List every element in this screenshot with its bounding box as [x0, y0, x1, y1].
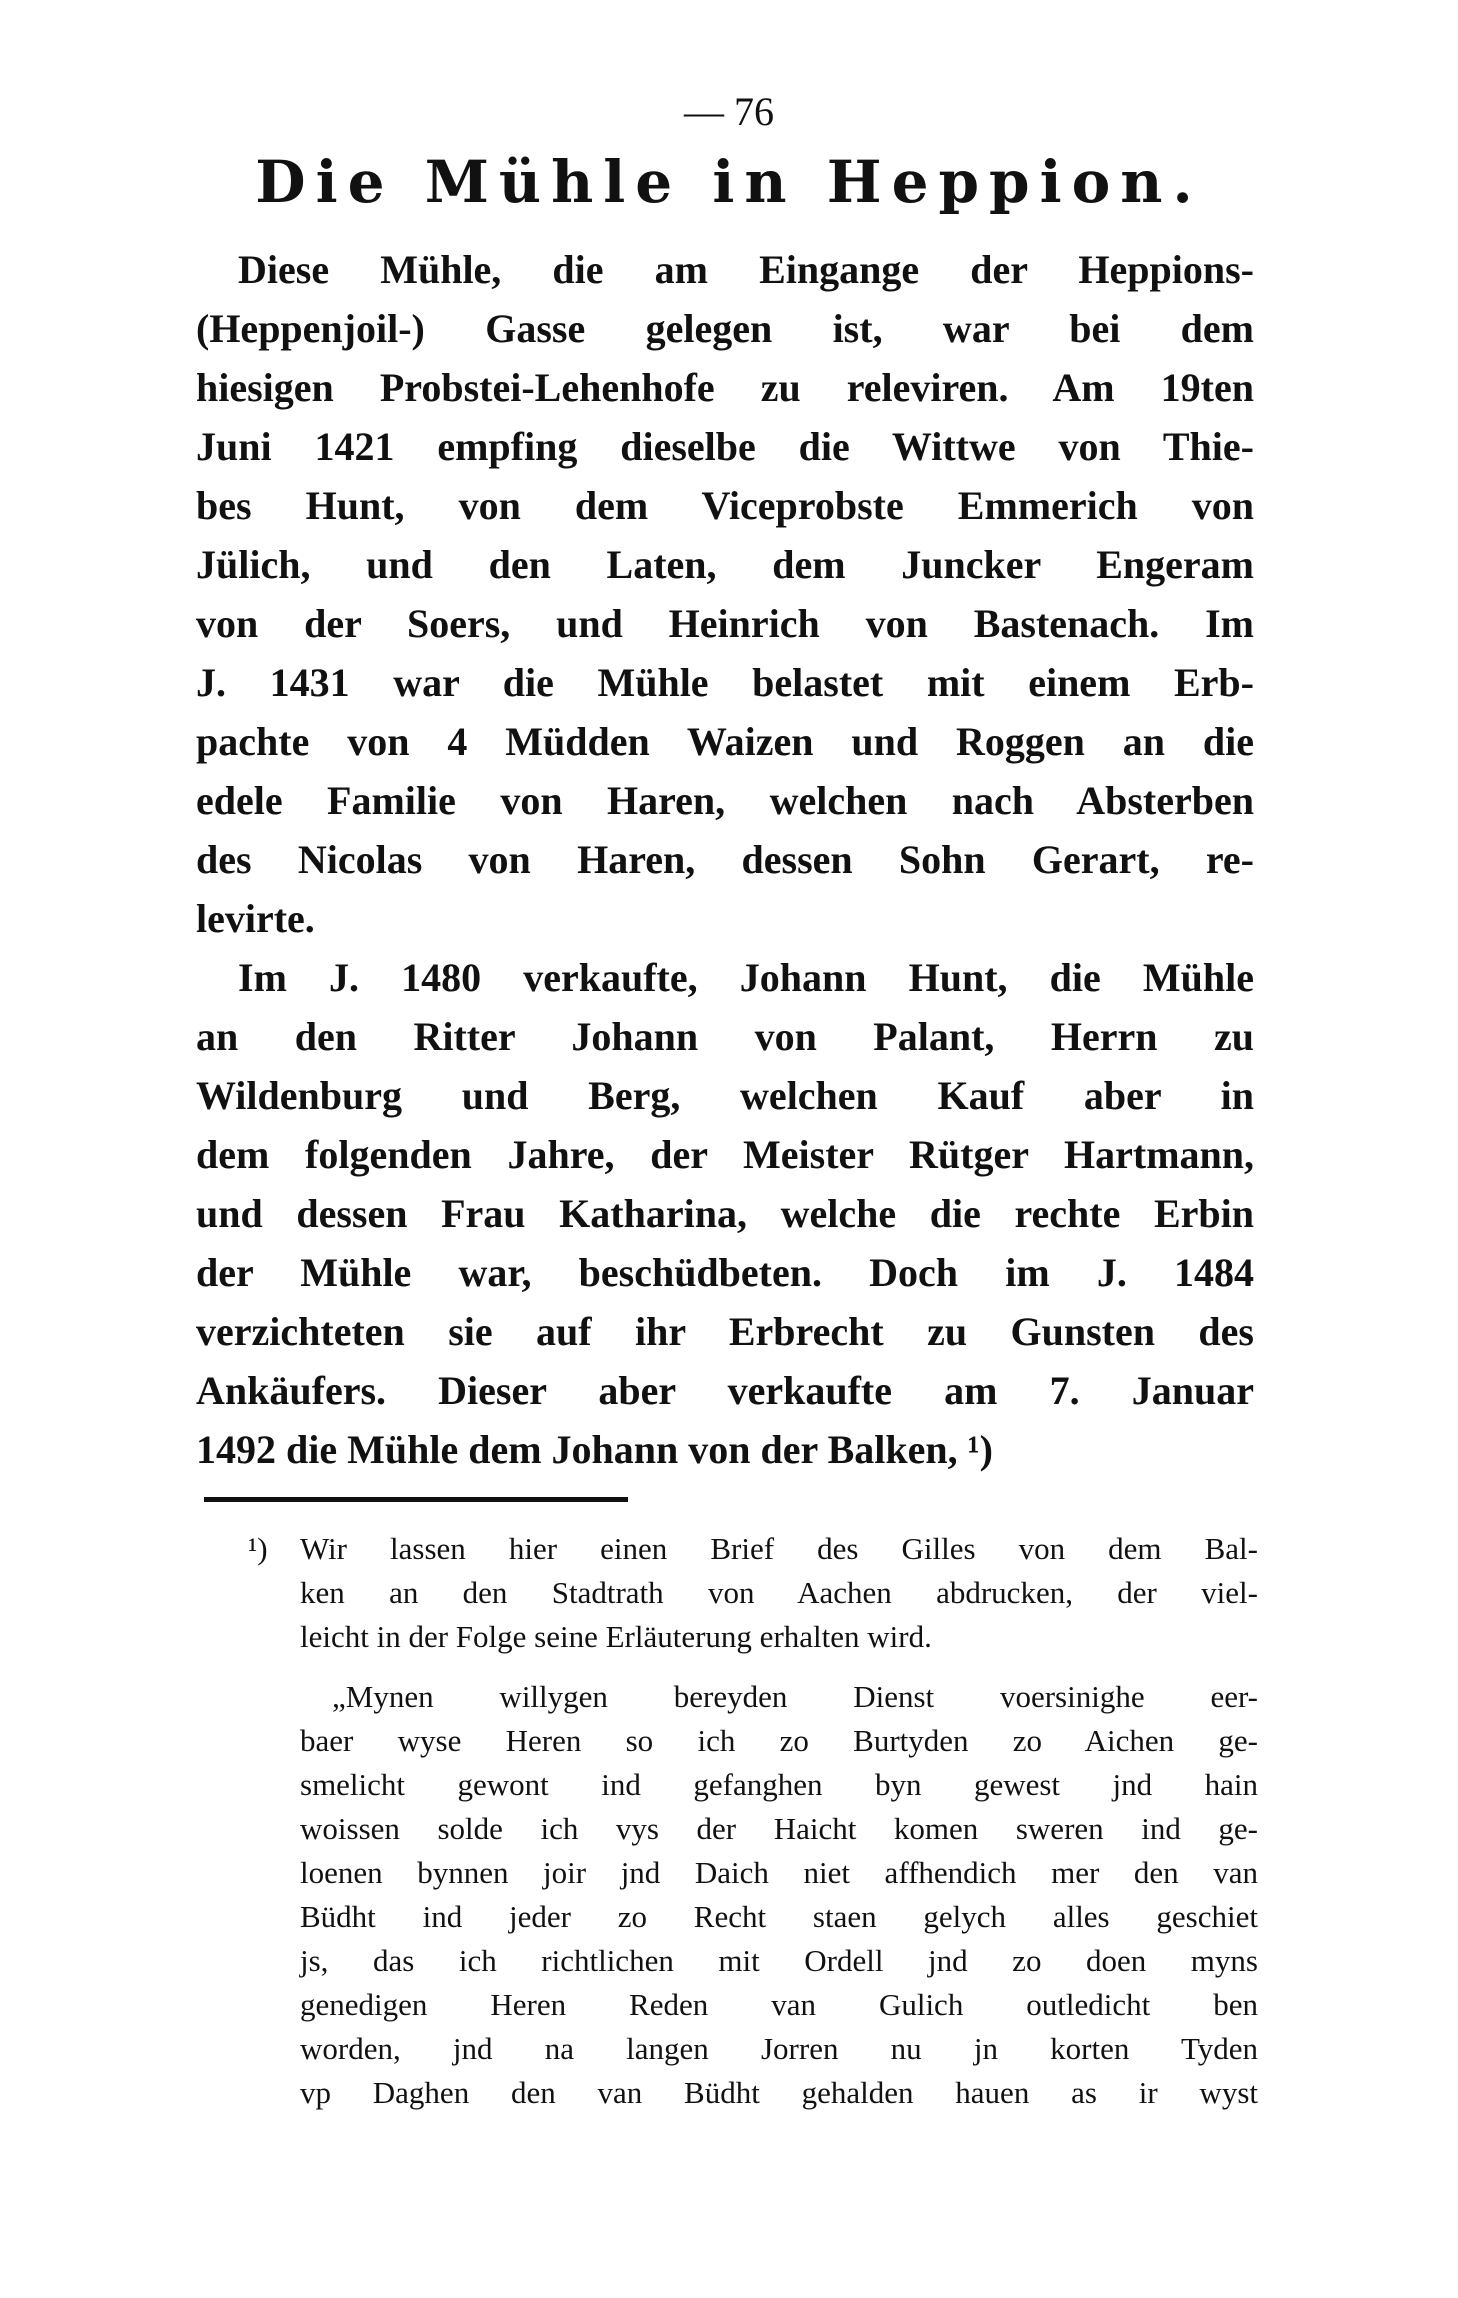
footnote-line-text: ken an den Stadtrath von Aachen abdrucken, der viel- [300, 1575, 1258, 1610]
quoted-letter-line: Büdht ind jeder zo Recht staen gelych alles geschiet [300, 1899, 1258, 1934]
quoted-letter-line: smelicht gewont ind gefanghen byn gewest jnd hain [300, 1767, 1258, 1802]
text-line: an den Ritter Johann von Palant, Herrn zu [196, 1014, 1254, 1059]
footnote-line-text: Wir lassen hier einen Brief des Gilles von dem Bal- [300, 1531, 1258, 1566]
text-line: bes Hunt, von dem Viceprobste Emmerich von [196, 483, 1254, 528]
text-line: und dessen Frau Katharina, welche die rechte Erbin [196, 1191, 1254, 1236]
text-line: Im J. 1480 verkaufte, Johann Hunt, die Mühle [238, 955, 1254, 1000]
quoted-letter-line: vp Daghen den van Büdht gehalden hauen as ir wyst [300, 2075, 1258, 2110]
main-text [196, 240, 1254, 1479]
text-line: des Nicolas von Haren, dessen Sohn Gerart, re- [196, 837, 1254, 882]
footnote-divider [204, 1497, 628, 1502]
spacer [248, 1659, 1258, 1675]
text-line: verzichteten sie auf ihr Erbrecht zu Gunsten des [196, 1309, 1254, 1354]
footnote [248, 1527, 1258, 2115]
text-line: dem folgenden Jahre, der Meister Rütger Hartmann, [196, 1132, 1254, 1177]
quoted-letter-line: woissen solde ich vys der Haicht komen sweren ind ge- [300, 1811, 1258, 1846]
text-line: J. 1431 war die Mühle belastet mit einem Erb- [196, 660, 1254, 705]
footnote-line [248, 1615, 1258, 1659]
chapter-title: Die Mühle in Heppion. [255, 148, 1203, 216]
quoted-letter-line: baer wyse Heren so ich zo Burtyden zo Aichen ge- [300, 1723, 1258, 1758]
text-line: hiesigen Probstei-Lehenhofe zu releviren. Am 19ten [196, 365, 1254, 410]
text-line: Jülich, und den Laten, dem Juncker Engeram [196, 542, 1254, 587]
footnote-marker: ¹) [248, 1531, 268, 1566]
text-line: pachte von 4 Müdden Waizen und Roggen an die [196, 719, 1254, 764]
text-line: von der Soers, und Heinrich von Bastenach. Im [196, 601, 1254, 646]
page-number: — 76 [684, 89, 774, 134]
text-line: levirte. [196, 896, 315, 941]
quoted-letter-line: „Mynen willygen bereyden Dienst voersinighe eer- [332, 1679, 1258, 1714]
quoted-letter-line: worden, jnd na langen Jorren nu jn korten Tyden [300, 2031, 1258, 2066]
text-line: Ankäufers. Dieser aber verkaufte am 7. Januar [196, 1368, 1254, 1413]
text-line: der Mühle war, beschüdbeten. Doch im J. 1484 [196, 1250, 1254, 1295]
footnote-line [248, 1571, 1258, 1615]
text-line: Diese Mühle, die am Eingange der Heppions- [238, 247, 1254, 292]
footnote-line-text: leicht in der Folge seine Erläuterung erhalten wird. [300, 1619, 932, 1654]
footnote-line [248, 1527, 1258, 1571]
text-line: Juni 1421 empfing dieselbe die Wittwe von Thie- [196, 424, 1254, 469]
text-line: edele Familie von Haren, welchen nach Absterben [196, 778, 1254, 823]
text-line: 1492 die Mühle dem Johann von der Balken, ¹) [196, 1427, 993, 1472]
quoted-letter-line: js, das ich richtlichen mit Ordell jnd zo doen myns [300, 1943, 1258, 1978]
text-line: (Heppenjoil-) Gasse gelegen ist, war bei dem [196, 306, 1254, 351]
text-line: Wildenburg und Berg, welchen Kauf aber in [196, 1073, 1254, 1118]
quoted-letter-line: loenen bynnen joir jnd Daich niet affhendich mer den van [300, 1855, 1258, 1890]
quoted-letter-line: genedigen Heren Reden van Gulich outledicht ben [300, 1987, 1258, 2022]
